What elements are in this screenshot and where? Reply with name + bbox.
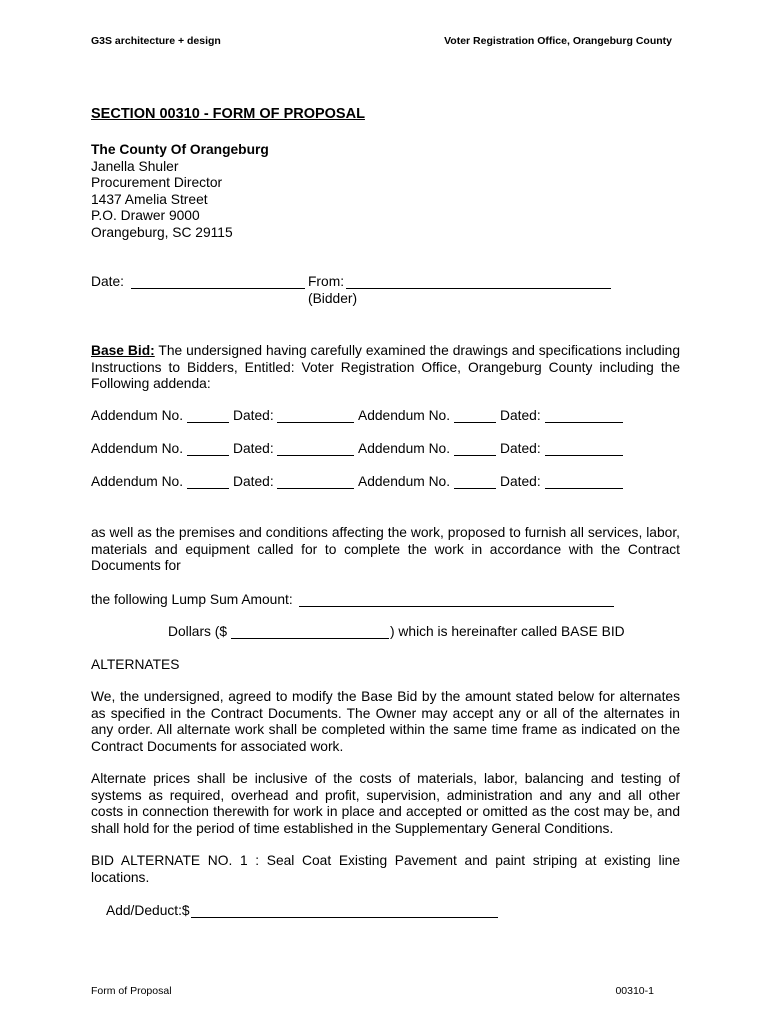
address-line: Procurement Director	[91, 175, 223, 191]
dated-label: Dated:	[233, 408, 274, 423]
lump-sum-field-line[interactable]	[299, 594, 614, 607]
dated-field-line[interactable]	[545, 410, 623, 423]
addendum-field-line[interactable]	[454, 476, 496, 489]
from-label: From:	[308, 274, 345, 289]
dollars-field-line[interactable]	[231, 626, 389, 639]
addendum-field-line[interactable]	[187, 410, 229, 423]
premises-text: as well as the premises and conditions affecting the work, proposed to furnish all services, labor, materials and equipment called for to complete the work in accordance with the Contract Documents for	[91, 525, 680, 574]
dated-label: Dated:	[500, 408, 541, 423]
address-line: Janella Shuler	[91, 158, 179, 174]
alternates-text-2: Alternate prices shall be inclusive of the costs of materials, labor, balancing and testing of systems as required, overhead and profit, supervision, administration and any and all other costs in connection therewith for work in place and accepted or omitted as the cost may be, and shall hold for the period of time established in the Supplementary General Conditions.	[91, 771, 680, 836]
premises-paragraph	[91, 525, 680, 575]
dated-field-line[interactable]	[277, 410, 354, 423]
dollars-prefix: Dollars ($	[168, 624, 228, 639]
dated-field-line[interactable]	[277, 476, 354, 489]
address-line: 1437 Amelia Street	[91, 191, 208, 207]
header-left: G3S architecture + design	[91, 35, 221, 47]
addendum-field-line[interactable]	[454, 443, 496, 456]
alternates-paragraph-1	[91, 689, 680, 755]
dated-label: Dated:	[233, 441, 274, 456]
address-line: P.O. Drawer 9000	[91, 208, 200, 224]
add-deduct-label: Add/Deduct:$	[106, 903, 190, 918]
header-right: Voter Registration Office, Orangeburg County	[444, 35, 672, 47]
addendum-label: Addendum No.	[91, 408, 184, 423]
dated-label: Dated:	[233, 474, 274, 489]
dollars-suffix: ) which is hereinafter called BASE BID	[390, 624, 625, 639]
dated-label: Dated:	[500, 474, 541, 489]
base-bid-text: The undersigned having carefully examined the drawings and specifications including Instructions to Bidders, Entitled: Voter Registration Office, Orangeburg County including the Following addenda:	[91, 343, 680, 392]
base-bid-paragraph	[91, 343, 680, 393]
addendum-label: Addendum No.	[358, 474, 451, 489]
lump-sum-label: the following Lump Sum Amount:	[91, 592, 293, 607]
dated-field-line[interactable]	[545, 443, 623, 456]
address-line: Orangeburg, SC 29115	[91, 224, 233, 240]
address-name: The County Of Orangeburg	[91, 142, 269, 157]
base-bid-label: Base Bid:	[91, 343, 155, 358]
from-field-line[interactable]	[346, 276, 611, 289]
bid-alternate-1	[91, 853, 680, 886]
dated-field-line[interactable]	[277, 443, 354, 456]
dated-field-line[interactable]	[545, 476, 623, 489]
date-field-line[interactable]	[131, 276, 305, 289]
addendum-label: Addendum No.	[358, 408, 451, 423]
footer-left: Form of Proposal	[91, 985, 172, 997]
alternates-paragraph-2	[91, 771, 680, 837]
addendum-field-line[interactable]	[454, 410, 496, 423]
alternates-heading: ALTERNATES	[91, 657, 180, 672]
alternates-text-1: We, the undersigned, agreed to modify the Base Bid by the amount stated below for alternates as specified in the Contract Documents. The Owner may accept any or all of the alternates in any order. All alternate work shall be completed within the same time frame as indicated on the Contract Documents for associated work.	[91, 689, 680, 754]
addendum-field-line[interactable]	[187, 476, 229, 489]
page-number: 00310-1	[615, 985, 654, 997]
address-block	[91, 142, 269, 242]
addendum-label: Addendum No.	[91, 441, 184, 456]
bidder-label: (Bidder)	[308, 291, 358, 306]
bid-alternate-1-text: BID ALTERNATE NO. 1 : Seal Coat Existing Pavement and paint striping at existing line locations.	[91, 853, 680, 885]
add-deduct-field-line[interactable]	[191, 905, 498, 918]
addendum-label: Addendum No.	[358, 441, 451, 456]
addendum-label: Addendum No.	[91, 474, 184, 489]
date-label: Date:	[91, 274, 124, 289]
addendum-field-line[interactable]	[187, 443, 229, 456]
page-title: SECTION 00310 - FORM OF PROPOSAL	[91, 106, 365, 122]
dated-label: Dated:	[500, 441, 541, 456]
